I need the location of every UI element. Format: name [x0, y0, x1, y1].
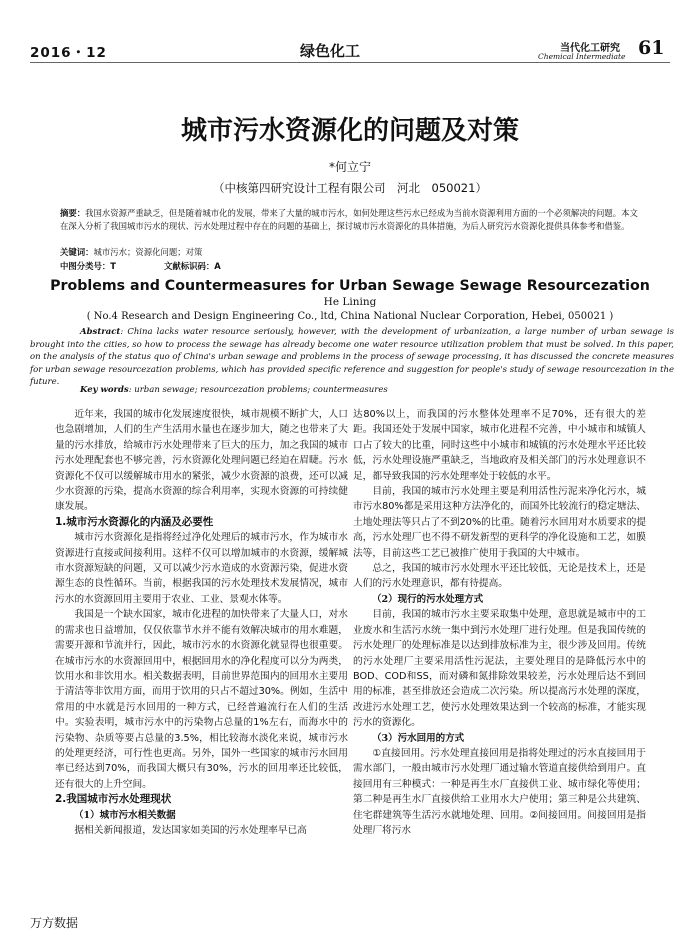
article-title-en: Problems and Countermeasures for Urban Sewage Sewage Resourcezation	[50, 278, 650, 294]
section-2-1-paragraph-2: 目前，我国的城市污水处理主要是利用活性污泥来净化污水，城市污水80%都是采用这种方法净化的，而国外比较流行的稳定塘法、土地处理法等只占了不到20%的比重。随着污水回用对水质要求的提高，污水处理厂也不得不研发新型的更科学的净化设施和工艺，如膜法等，目前这些工艺已被推广使用于我国的大中城市。	[353, 486, 646, 559]
section-1-heading: 1.城市污水资源化的内涵及必要性	[55, 515, 214, 528]
document-code: 文献标识码：A	[163, 261, 221, 271]
author-en: He Lining	[323, 296, 377, 308]
keywords-label-cn: 关键词：	[60, 247, 94, 257]
section-2-1-paragraph-1-cont: 达80%以上，而我国的污水整体处理率不足70%，还有很大的差距。我国还处于发展中国家，城市化进程不完善，中小城市和城镇人口占了较大的比重，同时这些中小城市和城镇的污水处理水平还比较低，污水处理设施严重缺乏，当地政府及相关部门的污水处理意识不足，都导致我国的污水处理率处于较低的水平。	[353, 409, 646, 482]
abstract-cn	[60, 207, 645, 233]
section-1-paragraph-2: 我国是一个缺水国家，城市化进程的加快带来了大量人口，对水的需求也日益增加，仅仅依靠节水并不能有效解决城市的用水难题，需要开源和节流并行，因此，城市污水的水资源化就显得也很重要。在城市污水的水资源回用中，根据回用水的净化程度可以分为两类，饮用水和非饮用水。相关数据表明，目前世界范围内的回用水主要用于清洁等非饮用方面，而用于饮用的只占不超过30%。例如，生活中常用的中水就是污水回用的一种方式，已经普遍流行在人们的生活中。实验表明，城市污水中的污染物占总量的1%左右，而海水中的污染物、杂质等要占总量的3.5%，相比较海水淡化来说，城市污水的处理更经济，可行性也更高。另外，国外一些国家的城市污水回用率已经达到70%，而我国大概只有30%，污水的回用率还比较低，还有很大的上升空间。	[55, 609, 348, 790]
abstract-en	[30, 326, 674, 389]
journal-name-en: Chemical Intermediate	[538, 52, 626, 61]
abstract-text-cn: 我国水资源严重缺乏，但是随着城市化的发展，带来了大量的城市污水，如何处理这些污水已经成为当前水资源利用方面的一个必须解决的问题。本文在深入分析了我国城市污水的现状、污水处理过程中存在的问题的基础上，探讨城市污水资源化的具体措施，为后人研究污水资源化提供具体参考和借鉴。	[60, 208, 638, 231]
source-watermark: 万方数据	[30, 916, 79, 930]
section-label: 绿色化工	[300, 42, 361, 60]
keywords-cn	[60, 246, 202, 258]
affiliation-cn: （中核第四研究设计工程有限公司 河北 050021）	[213, 181, 487, 195]
body-right-column	[353, 407, 646, 838]
header-divider	[30, 62, 670, 63]
section-2-1-paragraph-1-start: 据相关新闻报道，发达国家如美国的污水处理率早已高	[74, 824, 307, 836]
keywords-en	[80, 385, 388, 395]
abstract-label-en: Abstract	[80, 327, 121, 337]
abstract-label-cn: 摘要：	[60, 208, 86, 218]
section-2-1-paragraph-3: 总之，我国的城市污水处理水平还比较低，无论是技术上，还是人们的污水处理意识，都有待提高。	[353, 563, 646, 590]
section-2-2-paragraph-1: 目前，我国的城市污水主要采取集中处理，意思就是城市中的工业废水和生活污水统一集中到污水处理厂进行处理。但是我国传统的污水处理厂的处理标准是以达到排放标准为主，很少涉及回用。传统的污水处理厂主要采用活性污泥法，主要处理目的是降低污水中的BOD、COD和SS，而对磷和氮排除效果较差，污水处理后达不到回用的标准，甚至排放还会造成二次污染。所以提高污水处理的深度，改进污水处理工艺，使污水处理效果达到一个较高的标准，才能实现污水的资源化。	[353, 609, 646, 729]
issue-label: 2016・12	[30, 45, 107, 61]
author-cn: *何立宁	[328, 160, 371, 174]
intro-paragraph: 近年来，我国的城市化发展速度很快，城市规模不断扩大，人口也急剧增加，人们的生产生活用水量也在逐步加大，随之也带来了大量的污水排放，给城市污水处理带来了巨大的压力，加之我国的城市污水处理配套也不够完善，污水资源化处理问题已经迫在眉睫。污水资源化不仅可以缓解城市用水的紧张，减少水资源的浪费，还可以减少水资源的污染，提高水资源的综合利用率，实现水资源的可持续健康发展。	[55, 409, 348, 513]
section-2-3-heading: （3）污水回用的方式	[372, 732, 465, 744]
section-2-2-heading: （2）现行的污水处理方式	[372, 593, 484, 605]
body-left-column	[55, 407, 348, 838]
page-number: 61	[638, 37, 665, 59]
class-number: 中图分类号：T	[60, 261, 116, 271]
keywords-text-en: : urban sewage; resourcezation problems; countermeasures	[128, 385, 388, 395]
affiliation-en: ( No.4 Research and Design Engineering Co., ltd, China National Nuclear Corporation, Hebei, 050021 )	[86, 311, 614, 322]
abstract-text-en: : China lacks water resource seriously, however, with the development of urbanization, a large number of urban sewage is brought into the cities, so how to process the sewage has already become one water resource utilization problem that must be solved. In this paper, on the analysis of the status quo of China's urban sewage and problems in the process of sewage processing, it has discussed the concrete measures for urban sewage resourcezation problems, which has provided specific reference and suggestion for people's study of sewage resourcezation in the future.	[30, 327, 674, 388]
section-2-heading: 2.我国城市污水处理现状	[55, 793, 172, 806]
article-title-cn: 城市污水资源化的问题及对策	[180, 116, 519, 146]
keywords-label-en: Key words	[80, 385, 129, 395]
section-2-3-paragraph-1: ①直接回用。污水处理直接回用是指将处理过的污水直接回用于需水部门，一般由城市污水处理厂通过输水管道直接供给到用户。直接回用有三种模式：一种是再生水厂直接供工业、城市绿化等使用；第二种是再生水厂直接供给工业用水大户使用；第三种是公共建筑、住宅群建筑等生活污水就地处理、回用。②间接回用。间接回用是指处理厂将污水	[353, 747, 646, 836]
journal-name-cn: 当代化工研究	[560, 43, 620, 54]
section-1-paragraph-1: 城市污水资源化是指将经过净化处理后的城市污水，作为城市水资源进行直接或间接利用。这样不仅可以增加城市的水资源，缓解城市水资源短缺的问题，又可以减少污水造成的水资源污染，促进水资源生态的良性循环。当前，根据我国的污水处理技术发展情况，城市污水的水资源回用主要用于农业、工业、景观水体等。	[55, 532, 348, 605]
keywords-text-cn: 城市污水；资源化问题；对策	[93, 247, 203, 257]
classification-line	[60, 260, 269, 272]
section-2-1-heading: （1）城市污水相关数据	[74, 809, 176, 821]
